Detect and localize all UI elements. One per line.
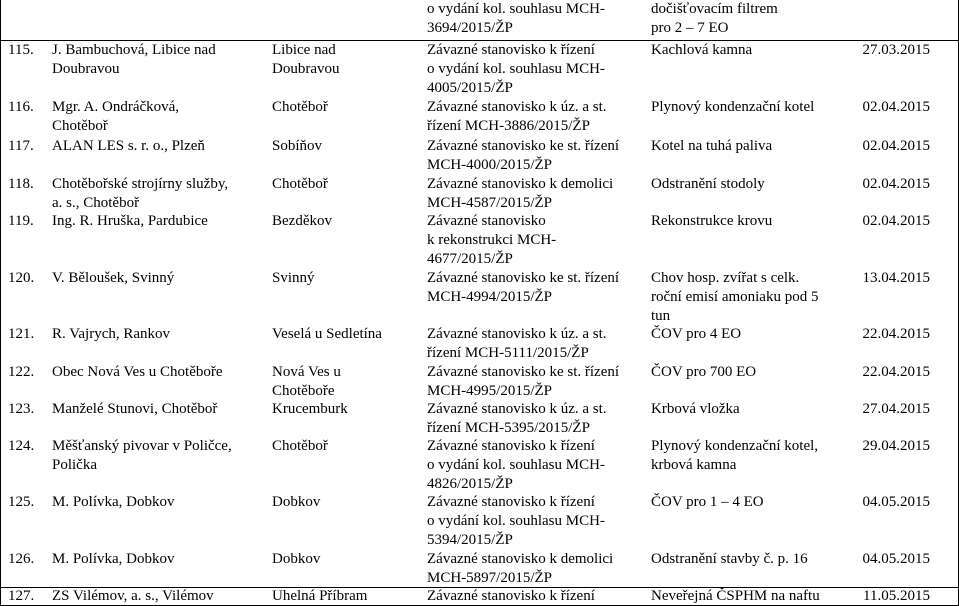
- row-number: 115.: [8, 42, 34, 58]
- decision: Závazné stanovisko k úz. a st. řízení MCH-5111/2015/ŽP: [427, 326, 607, 361]
- location: Sobíňov: [272, 138, 323, 154]
- row-number: 126.: [8, 551, 35, 567]
- date: 22.04.2015: [862, 364, 930, 380]
- applicant: M. Polívka, Dobkov: [52, 494, 175, 510]
- row-number: 116.: [8, 99, 34, 115]
- applicant: ALAN LES s. r. o., Plzeň: [52, 138, 205, 154]
- location: Bezděkov: [272, 213, 332, 229]
- location: Chotěboř: [272, 99, 328, 115]
- applicant: Obec Nová Ves u Chotěboře: [52, 364, 223, 380]
- location: Chotěboř: [272, 438, 328, 454]
- date: 02.04.2015: [862, 138, 930, 154]
- decision: Závazné stanovisko k řízení: [427, 588, 595, 604]
- purpose: Plynový kondenzační kotel, krbová kamna: [651, 438, 819, 473]
- location: Veselá u Sedletína: [272, 326, 382, 342]
- purpose: ČOV pro 700 EO: [651, 364, 757, 380]
- purpose: Chov hosp. zvířat s celk. roční emisí amoniaku pod 5 tun: [651, 270, 819, 324]
- decision: Závazné stanovisko k řízení o vydání kol. souhlasu MCH- 4005/2015/ŽP: [427, 42, 605, 96]
- decision: Závazné stanovisko k demolici MCH-5897/2015/ŽP: [427, 551, 614, 586]
- purpose: ČOV pro 4 EO: [651, 326, 742, 342]
- location: Krucemburk: [272, 401, 348, 417]
- row-number: 117.: [8, 138, 34, 154]
- location: Libice nad Doubravou: [272, 42, 340, 77]
- date: 11.05.2015: [863, 588, 930, 604]
- location: Uhelná Příbram: [272, 588, 368, 604]
- applicant: J. Bambuchová, Libice nad Doubravou: [52, 42, 216, 77]
- applicant: Ing. R. Hruška, Pardubice: [52, 213, 208, 229]
- row-number: 120.: [8, 270, 35, 286]
- row-number: 127.: [8, 588, 35, 604]
- decision: Závazné stanovisko ke st. řízení MCH-4995/2015/ŽP: [427, 364, 620, 399]
- date: 02.04.2015: [862, 213, 930, 229]
- decision: o vydání kol. souhlasu MCH- 3694/2015/ŽP: [427, 1, 605, 36]
- purpose: Krbová vložka: [651, 401, 740, 417]
- applicant: R. Vajrych, Rankov: [52, 326, 171, 342]
- decision: Závazné stanovisko ke st. řízení MCH-4994/2015/ŽP: [427, 270, 620, 305]
- purpose: Kotel na tuhá paliva: [651, 138, 773, 154]
- date: 27.03.2015: [862, 42, 930, 58]
- date: 13.04.2015: [862, 270, 930, 286]
- row-number: 124.: [8, 438, 35, 454]
- decision: Závazné stanovisko ke st. řízení MCH-4000/2015/ŽP: [427, 138, 620, 173]
- date: 29.04.2015: [862, 438, 930, 454]
- location: Nová Ves u Chotěboře: [272, 364, 341, 399]
- date: 04.05.2015: [862, 551, 930, 567]
- decision: Závazné stanovisko k řízení o vydání kol. souhlasu MCH- 4826/2015/ŽP: [427, 438, 605, 492]
- applicant: ZS Vilémov, a. s., Vilémov: [52, 588, 214, 604]
- applicant: M. Polívka, Dobkov: [52, 551, 175, 567]
- date: 02.04.2015: [862, 176, 930, 192]
- applicant: Mgr. A. Ondráčková, Chotěboř: [52, 99, 180, 134]
- table-border-left: [0, 0, 1, 606]
- applicant: Manželé Stunovi, Chotěboř: [52, 401, 218, 417]
- location: Svinný: [272, 270, 315, 286]
- applicant: V. Běloušek, Svinný: [52, 270, 175, 286]
- decision: Závazné stanovisko k úz. a st. řízení MCH-5395/2015/ŽP: [427, 401, 607, 436]
- purpose: dočišťovacím filtrem pro 2 – 7 EO: [651, 1, 778, 36]
- location: Chotěboř: [272, 176, 328, 192]
- purpose: ČOV pro 1 – 4 EO: [651, 494, 764, 510]
- decision: Závazné stanovisko k řízení o vydání kol. souhlasu MCH- 5394/2015/ŽP: [427, 494, 605, 548]
- location: Dobkov: [272, 494, 321, 510]
- row-number: 118.: [8, 176, 34, 192]
- purpose: Kachlová kamna: [651, 42, 753, 58]
- date: 27.04.2015: [862, 401, 930, 417]
- row-number: 122.: [8, 364, 35, 380]
- row-number: 123.: [8, 401, 35, 417]
- row-number: 121.: [8, 326, 35, 342]
- decision: Závazné stanovisko k rekonstrukci MCH- 4677/2015/ŽP: [427, 213, 557, 267]
- applicant: Měšťanský pivovar v Poličce, Polička: [52, 438, 232, 473]
- applicant: Chotěbořské strojírny služby, a. s., Chotěboř: [52, 176, 229, 211]
- row-number: 125.: [8, 494, 35, 510]
- decision: Závazné stanovisko k demolici MCH-4587/2015/ŽP: [427, 176, 614, 211]
- location: Dobkov: [272, 551, 321, 567]
- purpose: Rekonstrukce krovu: [651, 213, 773, 229]
- decision: Závazné stanovisko k úz. a st. řízení MCH-3886/2015/ŽP: [427, 99, 607, 134]
- purpose: Odstranění stodoly: [651, 176, 765, 192]
- purpose: Odstranění stavby č. p. 16: [651, 551, 808, 567]
- date: 02.04.2015: [862, 99, 930, 115]
- date: 04.05.2015: [862, 494, 930, 510]
- row-number: 119.: [8, 213, 34, 229]
- purpose: Plynový kondenzační kotel: [651, 99, 815, 115]
- purpose: Neveřejná ČSPHM na naftu: [651, 588, 820, 604]
- date: 22.04.2015: [862, 326, 930, 342]
